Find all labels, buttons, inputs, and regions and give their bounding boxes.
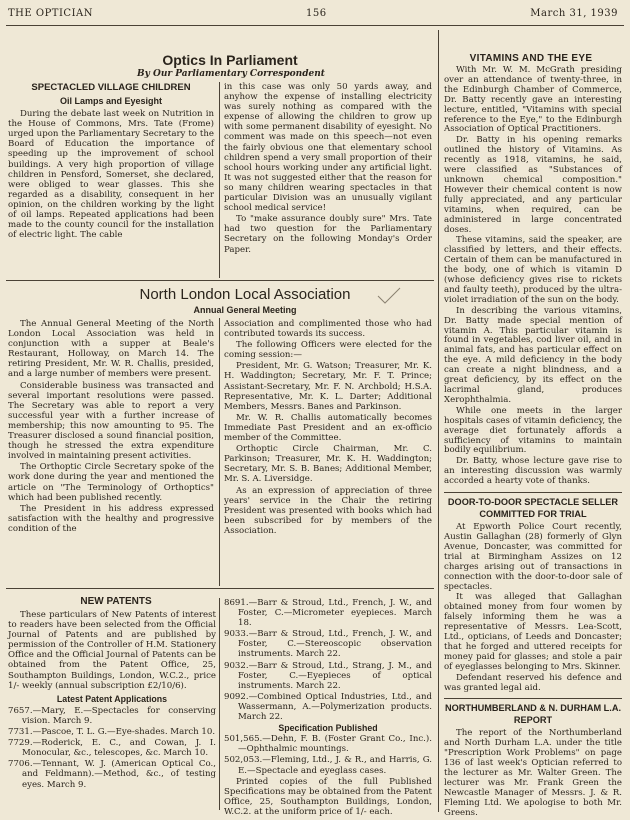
paragraph: The Orthoptic Circle Secretary spoke of the work done during the year and mentioned the article on "The Terminology of Orthoptics" which had been published recently.: [8, 462, 214, 503]
vitamins-title: VITAMINS AND THE EYE: [469, 53, 593, 64]
paragraph: President, Mr. G. Watson; Treasurer, Mr. K. H. Waddington; Secretary, Mr. F. T. Prince; Assistant-Secretary, Mr. F. N. Archbold; H.S.A. Representative, Mr. K. L. Darter; Additional Members, Messrs. Banes and Parkinson.: [224, 361, 432, 412]
paragraph: In describing the various vitamins, Dr. Batty made special mention of vitamin A. This particular vitamin is found in vegetables, cod liver oil, and in animal fats, and has particular effect on the eye. A mild deficiency in the body can create a night blindness, and a great deficiency, by its effect on the lacrimal gland, produces Xerophthalmia.: [444, 305, 622, 405]
page-number: 156: [306, 8, 327, 19]
paragraph: The Annual General Meeting of the North London Local Association was held in conjunction with a supper at Beale's Restaurant, Holloway, on March 14. The retiring President, Mr. W. R. Challis, presided, and a large number of members were present.: [8, 319, 214, 380]
paragraph: To "make assurance doubly sure" Mrs. Tate had two question for the Parliamentary Secretary on the following Monday's Order Paper.: [224, 214, 432, 255]
patent-entry: 9032.—Barr & Stroud, Ltd., Strang, J. M., and Foster, C.—Eyepieces of optical instruments. March 22.: [224, 660, 432, 691]
paragraph: Printed copies of the full Published Specifications may be obtained from the Patent Office, 25, Southampton Buildings, London, W.C.2. at the uniform price of 1/- each.: [224, 776, 432, 817]
paragraph: The President in his address expressed satisfaction with the healthy and progressive condition of the: [8, 503, 214, 534]
nlla-column-2: [224, 319, 432, 537]
patent-entry: 501,565.—Dehn, F. B. (Foster Grant Co., Inc.).—Ophthalmic mountings.: [224, 734, 432, 755]
paragraph: in this case was only 50 yards away, and anyhow the expense of installing electricity was surely nothing as compared with the expense of allowing the children to grow up with some permanent disability of eyesight. No comment was made on this speech—not even the fairly obvious one that elementary school children spend a very small proportion of their school hours working under any artificial light. It was not suggested either that the reason for so many children wearing spectacles in that particular Division was an unusually vigilant school medical service!: [224, 82, 432, 214]
header-rule: [6, 25, 624, 26]
section-rule: [6, 588, 434, 589]
paragraph: Orthoptic Circle Chairman, Mr. C. Parkinson; Treasurer, Mr. K. H. Waddington; Secretary, Mr. S. B. Banes; Additional Member, Mr. S. A. Liversidge.: [224, 444, 432, 485]
patents-title: NEW PATENTS: [80, 596, 152, 607]
paragraph: During the debate last week on Nutrition in the House of Commons, Mrs. Tate (Frome) urged upon the Parliamentary Secretary to the Board of Education the importance of speeding up the improvement of school buildings. A very high proportion of village children in Pensford, Somerset, she declared, were obliged to wear glasses. This she regarded as a disability, consequent in her opinion, on the children working by the light of oil lamps. Repeated applications had been made to the county council for the installation of electric light. The cable: [8, 109, 214, 241]
northumberland-title: NORTHUMBERLAND & N. DURHAM L.A. REPORT: [444, 703, 622, 725]
optics-byline: By Our Parliamentary Correspondent: [137, 69, 325, 79]
patent-entry: 7731.—Pascoe, T. L. G.—Eye-shades. March 10.: [8, 727, 216, 738]
section-rule: [444, 698, 622, 699]
optics-subheading: Oil Lamps and Eyesight: [59, 96, 163, 106]
paragraph: As an expression of appreciation of three years' service in the Chair the retiring President was presented with books which had been subscribed for by members of the Association.: [224, 485, 432, 536]
patent-entry: 7729.—Roderick, E. C., and Cowan, J. I. Monocular, &c., telescopes, &c. March 10.: [8, 738, 216, 759]
issue-date: March 31, 1939: [530, 8, 618, 19]
column-rule: [219, 318, 220, 586]
published-heading: Specification Published: [278, 723, 378, 734]
optics-title: Optics In Parliament: [162, 52, 298, 68]
column-rule: [438, 30, 439, 812]
patent-entry: 7657.—Mary, E.—Spectacles for conserving vision. March 9.: [8, 705, 216, 726]
patent-entry: 9092.—Combined Optical Industries, Ltd., and Wassermann, A.—Polymerization products. March 22.: [224, 691, 432, 723]
paragraph: Defendant reserved his defence and was granted legal aid.: [444, 672, 622, 693]
paragraph: The report of the Northumberland and North Durham L.A. under the title "Prescription Work Problems" on page 136 of last week's Optician referred to the lecturer as Mr. Walter Green. The lecturer was Mr. Frank Green the Newcastle Manager of Messrs. J. & R. Fleming Ltd. We apologise to both Mr. Greens.: [444, 728, 622, 818]
magazine-name: THE OPTICIAN: [8, 8, 93, 19]
optics-heading: SPECTACLED VILLAGE CHILDREN: [31, 82, 191, 93]
paragraph: It was alleged that Gallaghan obtained money from four women by falsely informing them he was a representative of Messrs. Lea-Scott, Ltd., opticians, of Leeds and Doncaster; that he forged and uttered receipts for money paid for glasses; and stole a pair of eyeglasses belonging to Mrs. Skinner.: [444, 592, 622, 672]
paragraph: With Mr. W. M. McGrath presiding over an attendance of twenty-three, in the Edinburgh Chamber of Commerce, Dr. Batty recently gave an interesting lecture, entitled, "Vitamins with special reference to the Eye," to the Edinburgh Association of Optical Practitioners.: [444, 65, 622, 135]
paragraph: These particulars of New Patents of interest to readers have been selected from the Official Journal of Patents and are published by permission of the Controller of H.M. Stationery Office and the Official Journal of Patents can be obtained from the Patent Office, 25, Southampton Buildings, London, W.C.2., price 1/- weekly (annual subscription £2/10/6).: [8, 610, 216, 691]
door-title: DOOR-TO-DOOR SPECTACLE SELLER COMMITTED FOR TRIAL: [447, 497, 619, 519]
paragraph: While one meets in the larger hospitals cases of vitamin deficiency, the average diet fortunately affords a sufficiency of vitamins to maintain bodily equilibrium.: [444, 405, 622, 456]
patent-entry: 7706.—Tennant, W. J. (American Optical Co., and Feldmann).—Method, &c., of testing eyes. March 9.: [8, 759, 216, 790]
column-rule: [219, 82, 220, 278]
patents-column-1: [8, 610, 216, 791]
section-rule: [6, 280, 434, 281]
applications-heading: Latest Patent Applications: [56, 693, 168, 704]
optics-column-1: [8, 82, 214, 241]
paragraph: Considerable business was transacted and several important resolutions were passed. The Secretary was able to report a very successful year with a further increase of membership; this now amounting to 95. The Treasurer disclosed a sound financial position, though he stressed the extra expenditure involved in maintaining present activities.: [8, 380, 214, 462]
paragraph: At Epworth Police Court recently, Austin Gallaghan (28) formerly of Glyn Avenue, Doncaster, was committed for trial at Birmingham Assizes on 12 charges arising out of transactions in connection with the door-to-door sale of spectacles.: [444, 522, 622, 592]
patents-column-2: [224, 598, 432, 818]
optics-column-2: [224, 82, 432, 256]
patent-entry: 502,053.—Fleming, Ltd., J. & R., and Harris, G. E.—Spectacle and eyeglass cases.: [224, 755, 432, 776]
patent-entry: 9033.—Barr & Stroud, Ltd., French, J. W., and Foster, C.—Stereoscopic observation instruments. March 22.: [224, 629, 432, 660]
paragraph: Mr. W. R. Challis automatically becomes Immediate Past President and an ex-officio member of the Committee.: [224, 412, 432, 444]
paragraph: Dr. Batty in his opening remarks outlined the history of Vitamins. As recently as 1918, vitamins, he said, were classified as "Substances of unknown chemical composition." However their chemical content is now fully appreciated, and any particular vitamins, when required, can be administered in large concentrated doses.: [444, 135, 622, 235]
patent-entry: 8691.—Barr & Stroud, Ltd., French, J. W., and Foster, C.—Micrometer eyepieces. March 18.: [224, 598, 432, 629]
nlla-title: North London Local Association: [139, 286, 351, 303]
nlla-column-1: [8, 319, 214, 535]
paragraph: Dr. Batty, whose lecture gave rise to an interesting discussion was warmly accorded a hearty vote of thanks.: [444, 456, 622, 487]
nlla-subtitle: Annual General Meeting: [193, 305, 297, 315]
paragraph: The following Officers were elected for the coming session:—: [224, 340, 432, 361]
paragraph: Association and complimented those who had contributed towards its success.: [224, 319, 432, 340]
running-header: [0, 8, 630, 24]
paragraph: These vitamins, said the speaker, are classified by letters, and their effects. Certain of them can be manufactured in the body, one of which is vitamin D (whose deficiency gives rise to rickets and faulty teeth), produced by the ultra-violet irradiation of the sun on the body.: [444, 235, 622, 305]
tick-mark-icon: [376, 286, 402, 306]
right-column: [444, 66, 622, 820]
section-rule: [444, 492, 622, 493]
column-rule: [219, 598, 220, 810]
